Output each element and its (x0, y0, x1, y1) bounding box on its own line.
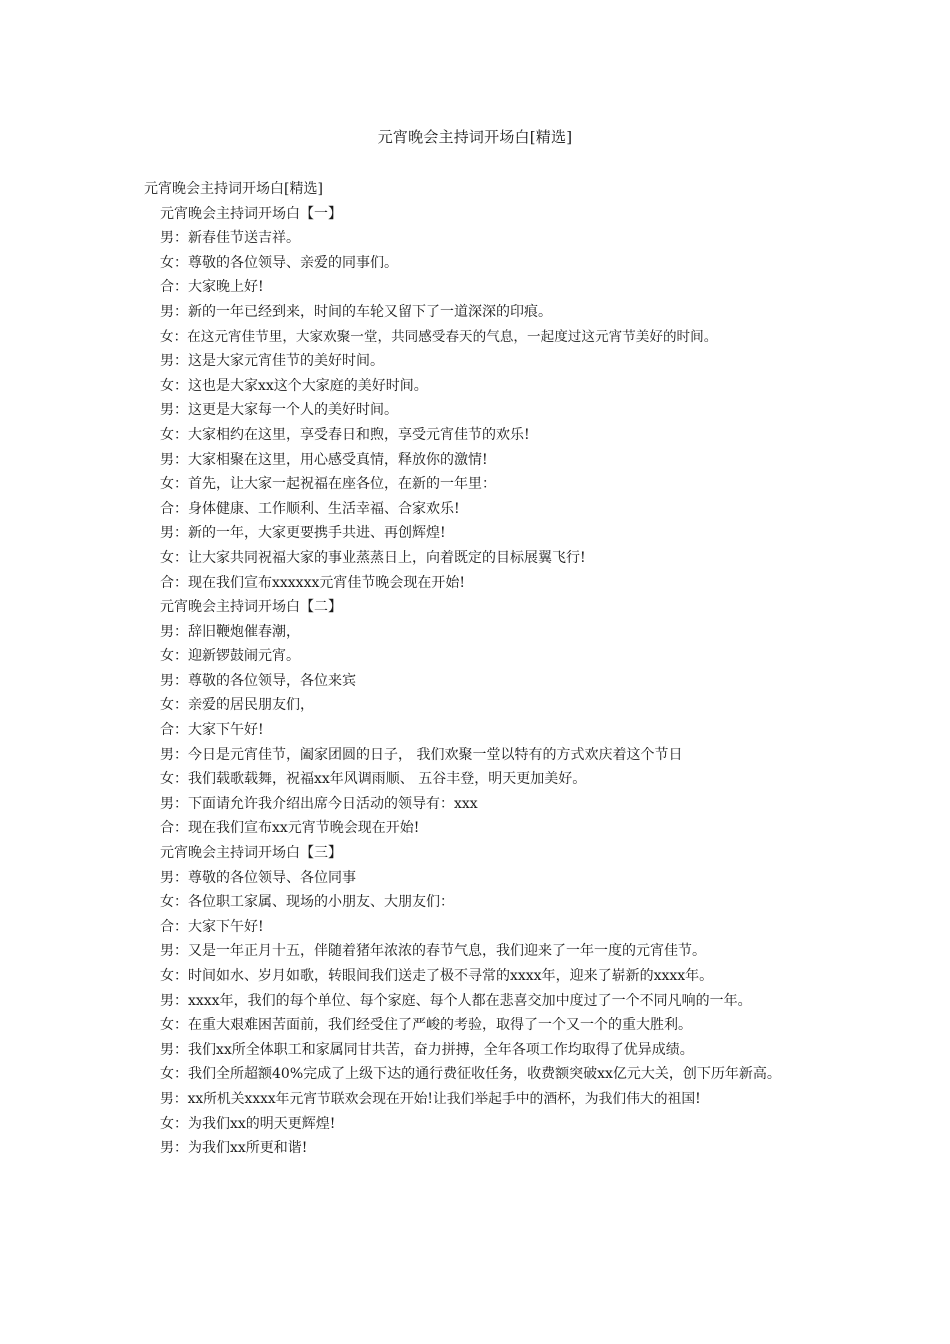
script-line: 合：现在我们宣布xxxxxx元宵佳节晚会现在开始! (160, 574, 465, 591)
script-line: 女：让大家共同祝福大家的事业蒸蒸日上，向着既定的目标展翼飞行! (160, 549, 586, 566)
script-line: 女：时间如水、岁月如歌，转眼间我们送走了极不寻常的xxxx年，迎来了崭新的xxxx年。 (160, 968, 714, 984)
script-line: 女：尊敬的各位领导、亲爱的同事们。 (160, 254, 398, 271)
script-line: 男：下面请允许我介绍出席今日活动的领导有：xxx (160, 795, 478, 812)
script-line: 男：新的一年，大家更要携手共进、再创辉煌! (160, 525, 446, 542)
script-line: 男：尊敬的各位领导，各位来宾 (160, 672, 356, 689)
script-line: 女：迎新锣鼓闹元宵。 (160, 648, 300, 665)
script-line: 男：大家相聚在这里，用心感受真情，释放你的激情! (160, 451, 488, 468)
script-line: 女：我们全所超额40%完成了上级下达的通行费征收任务，收费额突破xx亿元大关，创下历年新高。 (160, 1066, 781, 1083)
script-line: 女：我们载歌载舞，祝福xx年风调雨顺、 五谷丰登，明天更加美好。 (160, 771, 587, 788)
script-line: 合：大家下午好! (160, 722, 264, 739)
section-heading-2: 元宵晚会主持词开场白【二】 (160, 599, 342, 616)
script-line: 男：为我们xx所更和谐! (160, 1140, 308, 1157)
script-line: 女：在重大艰难困苦面前，我们经受住了严峻的考验，取得了一个又一个的重大胜利。 (160, 1017, 692, 1034)
script-line: 合：现在我们宣布xx元宵节晚会现在开始! (160, 820, 420, 837)
script-line: 女：大家相约在这里，享受春日和煦，享受元宵佳节的欢乐! (160, 426, 530, 443)
script-line: 男：尊敬的各位领导、各位同事 (160, 869, 356, 886)
script-line: 女：各位职工家属、现场的小朋友、大朋友们： (160, 894, 454, 911)
script-line: 女：这也是大家xx这个大家庭的美好时间。 (160, 377, 428, 394)
script-line: 女：亲爱的居民朋友们， (160, 697, 314, 714)
script-line: 女：首先，让大家一起祝福在座各位，在新的一年里： (160, 476, 496, 493)
script-line: 女：在这元宵佳节里，大家欢聚一堂，共同感受春天的气息，一起度过这元宵节美好的时间。 (160, 328, 718, 345)
script-line: 男：xxxx年，我们的每个单位、每个家庭、每个人都在悲喜交加中度过了一个不同凡响的一年。 (160, 992, 752, 1009)
script-line: 女：为我们xx的明天更辉煌! (160, 1115, 336, 1132)
subtitle-line: 元宵晚会主持词开场白[精选] (144, 181, 323, 197)
script-line: 合：大家下午好! (160, 918, 264, 935)
script-line: 男：新的一年已经到来，时间的车轮又留下了一道深深的印痕。 (160, 303, 552, 320)
script-line: 男：我们xx所全体职工和家属同甘共苦，奋力拼搏，全年各项工作均取得了优异成绩。 (160, 1041, 694, 1058)
script-line: 男：这是大家元宵佳节的美好时间。 (160, 353, 384, 370)
document-title: 元宵晚会主持词开场白[精选] (377, 128, 573, 146)
section-heading-1: 元宵晚会主持词开场白【一】 (160, 205, 342, 222)
section-heading-3: 元宵晚会主持词开场白【三】 (160, 845, 342, 862)
script-line: 男：这更是大家每一个人的美好时间。 (160, 402, 398, 419)
document-body (144, 177, 810, 1161)
script-line: 合：身体健康、工作顺利、生活幸福、合家欢乐! (160, 500, 460, 517)
script-line: 男：新春佳节送吉祥。 (160, 230, 300, 247)
script-line: 男：xx所机关xxxx年元宵节联欢会现在开始!让我们举起手中的酒杯，为我们伟大的祖国! (160, 1090, 701, 1107)
script-line: 男：又是一年正月十五，伴随着猪年浓浓的春节气息，我们迎来了一年一度的元宵佳节。 (160, 943, 706, 960)
script-line: 男：辞旧鞭炮催春潮， (160, 623, 300, 640)
script-line: 合：大家晚上好! (160, 279, 264, 296)
script-line: 男：今日是元宵佳节，阖家团圆的日子， 我们欢聚一堂以特有的方式欢庆着这个节日 (160, 746, 683, 763)
